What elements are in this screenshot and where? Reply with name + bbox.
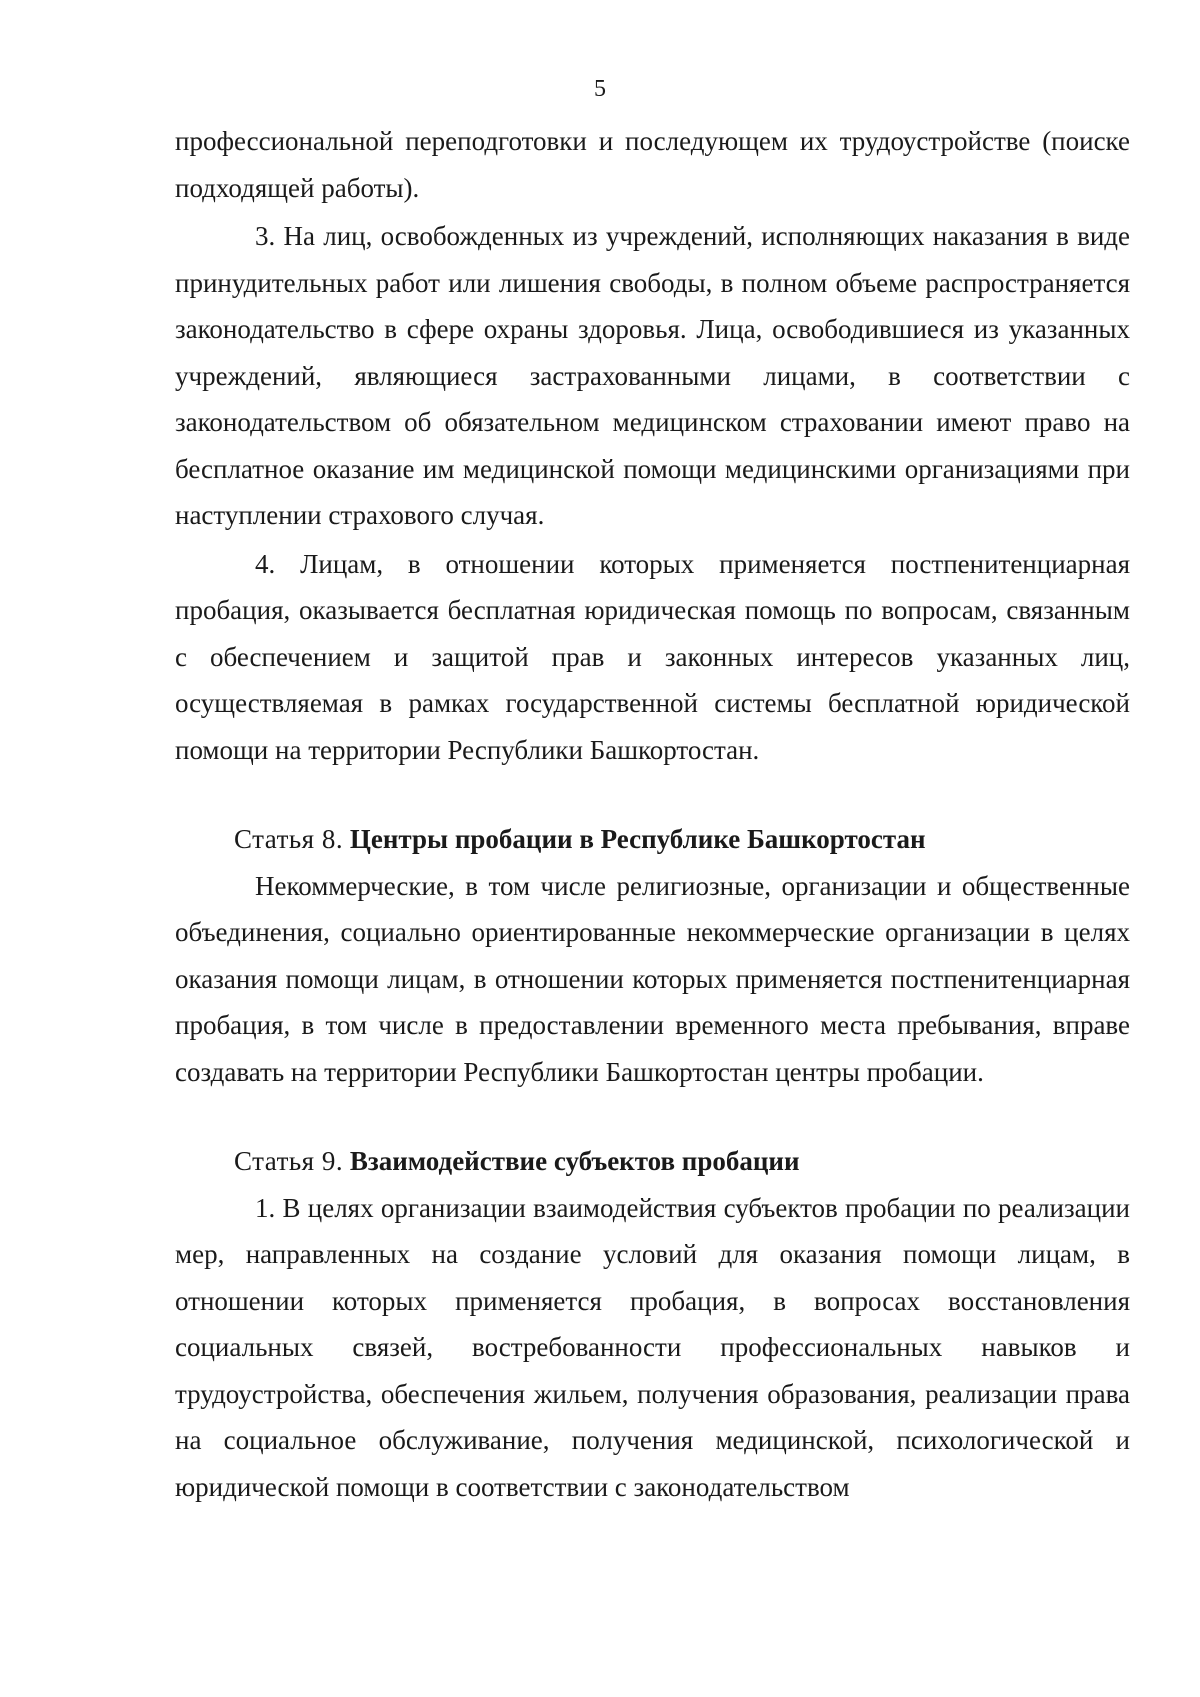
article-9-paragraph: 1. В целях организации взаимодействия субъектов пробации по реализации мер, направленных на создание условий для оказания помощи лицам, в отношении которых применяется пробация, в вопросах восстановления социальных связей, востребованности профессиональных навыков и трудоустройства, обеспечения жильем, получения образования, реализации права на социальное обслуживание, получения медицинской, психологической и юридической помощи в соответствии с законодательством (175, 1192, 1130, 1502)
page-number: 5 (594, 76, 606, 102)
article-8-paragraph: Некоммерческие, в том числе религиозные, организации и общественные объединения, социально ориентированные некоммерческие организации в целях оказания помощи лицам, в отношении которых применяется постпенитенциарная пробация, в том числе в предоставлении временного места пребывания, вправе создавать на территории Республики Башкортостан центры пробации. (175, 870, 1130, 1087)
article-9-heading (175, 1138, 1130, 1185)
article-9-title: Взаимодействие субъектов пробации (349, 1146, 800, 1176)
article-8-heading (175, 816, 1130, 863)
article-8-title: Центры пробации в Республике Башкортостан (349, 824, 926, 854)
paragraph-continuation: профессиональной переподготовки и последующем их трудоустройстве (поиске подходящей работы). (175, 126, 1130, 203)
article-8-number: Статья 8. (234, 824, 344, 854)
paragraph-item-4: 4. Лицам, в отношении которых применяется постпенитенциарная пробация, оказывается бесплатная юридическая помощь по вопросам, связанным с обеспечением и защитой прав и законных интересов указанных лиц, осуществляемая в рамках государственной системы бесплатной юридической помощи на территории Республики Башкортостан. (175, 548, 1130, 765)
article-9-number: Статья 9. (234, 1146, 344, 1176)
document-body (175, 118, 1130, 1510)
paragraph-item-3: 3. На лиц, освобожденных из учреждений, исполняющих наказания в виде принудительных работ или лишения свободы, в полном объеме распространяется законодательство в сфере охраны здоровья. Лица, освободившиеся из указанных учреждений, являющиеся застрахованными лицами, в соответствии с законодательством об обязательном медицинском страховании имеют право на бесплатное оказание им медицинской помощи медицинскими организациями при наступлении страхового случая. (175, 221, 1130, 530)
